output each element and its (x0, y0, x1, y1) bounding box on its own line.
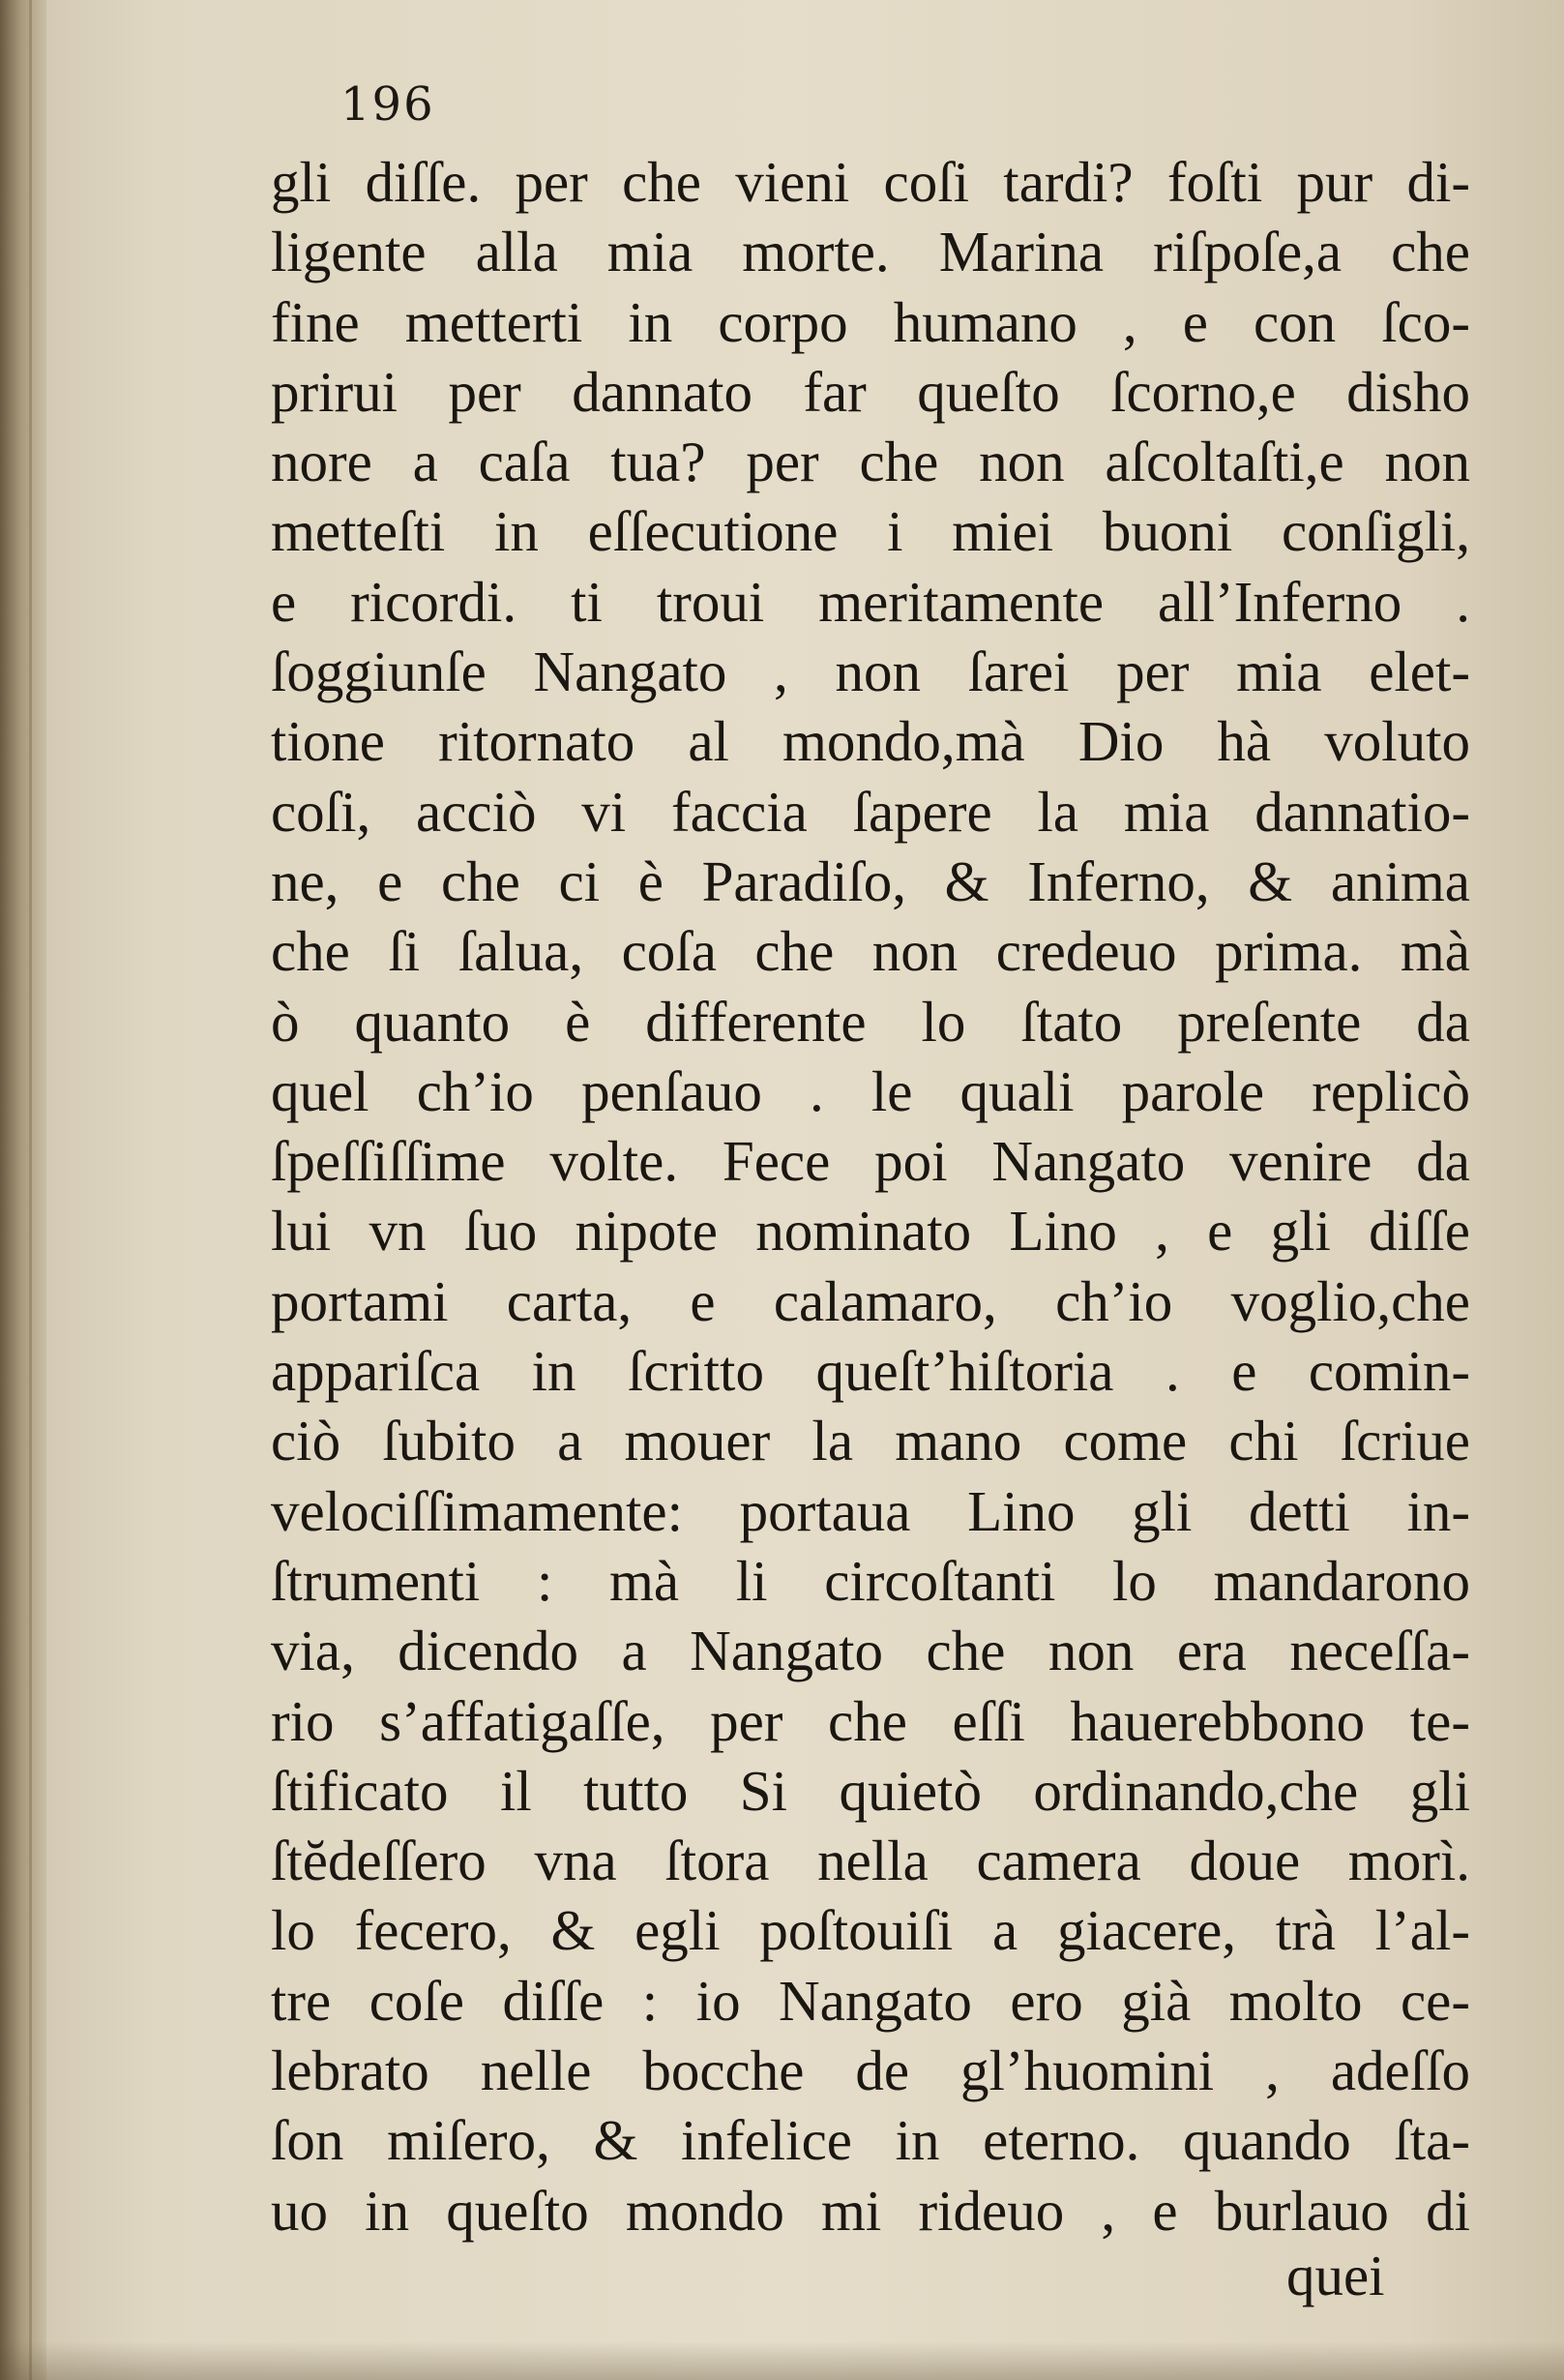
text-line: quel ch’io penſauo . le quali parole replicò (271, 1058, 1470, 1123)
text-line: ò quanto è differente lo ſtato preſente da (271, 989, 1470, 1054)
text-line: ſtificato il tutto Si quietò ordinando,che gli (271, 1758, 1470, 1823)
text-line: ligente alla mia morte. Marina riſpoſe,a che (271, 220, 1470, 284)
text-line: lo fecero, & egli poſtouiſi a giacere, trà l’al- (271, 1898, 1470, 1963)
text-line: coſi, acciò vi faccia ſapere la mia dannatio- (271, 779, 1470, 844)
text-line: nore a caſa tua? per che non aſcoltaſti,e non (271, 430, 1470, 494)
book-gutter (0, 0, 46, 2380)
text-line: lui vn ſuo nipote nominato Lino , e gli diſſe (271, 1199, 1470, 1264)
text-line: tre coſe diſſe : io Nangato ero già molto ce- (271, 1968, 1470, 2033)
text-line: fine metterti in corpo humano , e con ſco- (271, 289, 1470, 354)
text-line: ciò ſubito a mouer la mano come chi ſcriue (271, 1409, 1470, 1473)
text-line: lebrato nelle bocche de gl’huomini , adeſſo (271, 2038, 1470, 2103)
page-number: 196 (340, 77, 435, 132)
gutter-edge-line (29, 0, 32, 2380)
page-bottom-shadow (0, 2341, 1564, 2380)
text-line: e ricordi. ti troui meritamente all’Inferno . (271, 569, 1470, 634)
text-line: appariſca in ſcritto queſt’hiſtoria . e comin- (271, 1339, 1470, 1404)
text-line: ſoggiunſe Nangato , non ſarei per mia elet- (271, 640, 1470, 704)
text-line: ſpeſſiſſime volte. Fece poi Nangato venire da (271, 1129, 1470, 1194)
text-line: tione ritornato al mondo,mà Dio hà voluto (271, 709, 1470, 774)
text-line: rio s’affatigaſſe, per che eſſi hauerebbono te- (271, 1688, 1470, 1753)
text-line: via, dicendo a Nangato che non era neceſſa- (271, 1619, 1470, 1683)
text-line: ne, e che ci è Paradiſo, & Inferno, & anima (271, 848, 1470, 913)
text-line: ſtĕdeſſero vna ſtora nella camera doue morì. (271, 1829, 1470, 1893)
text-line: che ſi ſalua, coſa che non credeuo prima. mà (271, 919, 1470, 984)
text-line: metteſti in eſſecutione i miei buoni conſigli, (271, 499, 1470, 564)
text-line: uo in queſto mondo mi rideuo , e burlauo di (271, 2178, 1470, 2243)
catchword: quei (1286, 2244, 1385, 2307)
text-line: velociſſimamente: portaua Lino gli detti in- (271, 1478, 1470, 1543)
text-line: portami carta, e calamaro, ch’io voglio,che (271, 1268, 1470, 1333)
text-line: ſtrumenti : mà li circoſtanti lo mandarono (271, 1548, 1470, 1613)
text-line: gli diſſe. per che vieni coſi tardi? foſti pur di- (271, 150, 1470, 214)
text-line: prirui per dannato far queſto ſcorno,e disho (271, 359, 1470, 424)
body-text (271, 147, 1470, 2246)
text-line: ſon miſero, & infelice in eterno. quando ſta- (271, 2108, 1470, 2173)
